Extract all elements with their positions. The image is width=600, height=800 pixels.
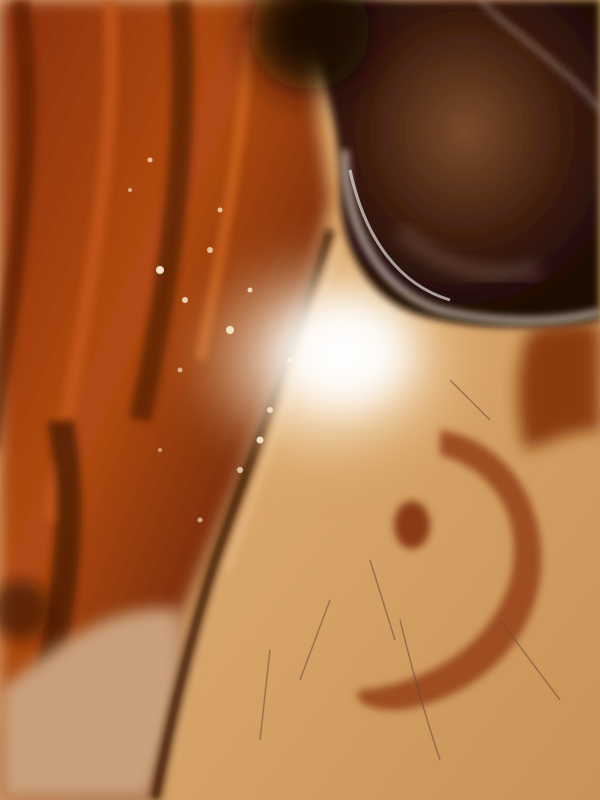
light-glare-core bbox=[290, 300, 410, 400]
ring-stain-dot bbox=[394, 501, 430, 549]
